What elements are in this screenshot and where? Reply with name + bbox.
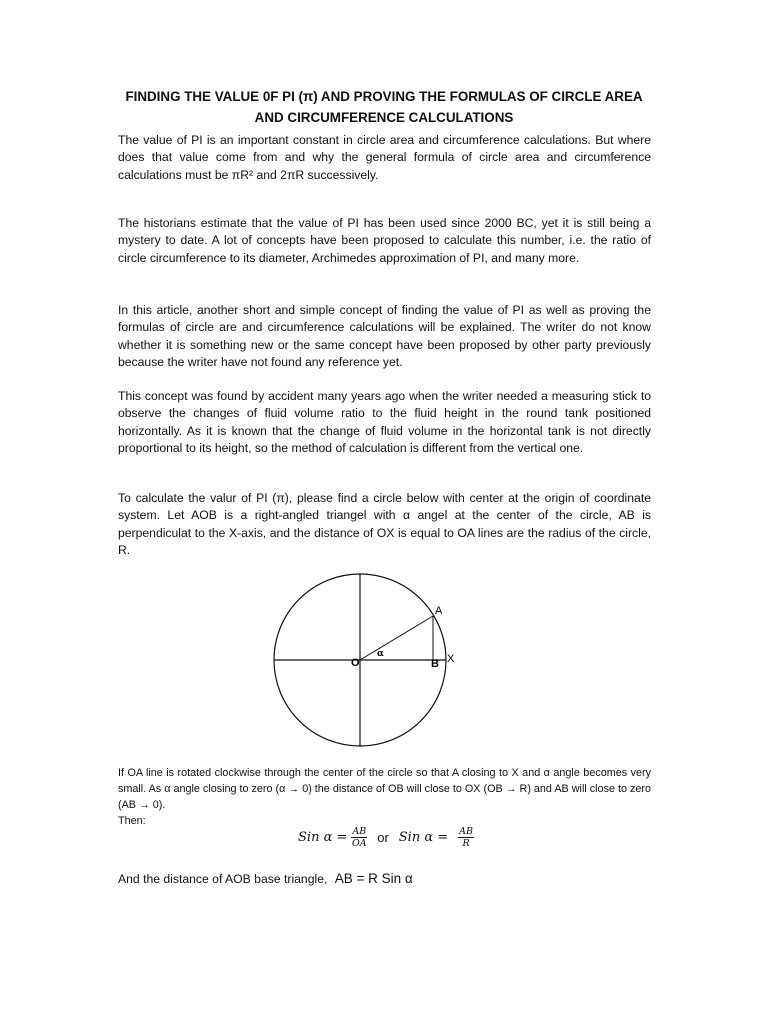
label-O: O [351,657,360,669]
last-line-label: And the distance of AOB base triangle, [118,872,328,886]
paragraph-1: The value of PI is an important constant in circle area and circumference calculations. But where does that value come from and why the general formula of circle area and circumference calculations must be πR² and 2πR successively. [118,133,651,182]
last-line-formula: AB = R Sin α [334,871,413,886]
paragraph-6 [118,765,651,829]
formula-fraction-2-denominator: R [462,838,470,849]
formula-lhs-2: Sin α = [398,830,449,845]
paragraph-3: In this article, another short and simple concept of finding the value of PI as well as proving the formulas of circle are and circumference calculations will be explained. The writer do not know whether it is something new or the same concept have been proposed by other party previously because the writer have not found any reference yet. [118,303,651,370]
paragraph-6-then: Then: [118,815,146,827]
title-line-2: AND CIRCUMFERENCE CALCULATIONS [254,110,514,125]
last-line [118,871,413,886]
label-A: A [435,605,443,617]
formula-fraction-1-numerator: AB [352,826,367,837]
formula-fraction-1-denominator: OA [351,838,367,849]
paragraph-5: To calculate the valur of PI (π), please find a circle below with center at the origin of coordinate system. Let AOB is a right-angled triangel with α angel at the center of the circle, AB is perpendiculat to the X-axis, and the distance of OX is equal to OA lines are the radius of the circle, R. [118,491,651,558]
formula-lhs-1: Sin α = [298,830,348,845]
line-OA [360,616,433,660]
paragraph-2: The historians estimate that the value of PI has been used since 2000 BC, yet it is still being a mystery to date. A lot of concepts have been proposed to calculate this number, i.e. the ratio of circle circumference to its diameter, Archimedes approximation of PI, and many more. [118,216,651,265]
sine-formula [298,826,474,849]
label-B: B [431,658,439,670]
formula-fraction-1 [351,826,367,849]
formula-fraction-2 [458,826,474,849]
label-alpha: α [377,649,384,659]
formula-fraction-2-numerator: AB [459,826,473,837]
label-X: X [447,653,455,665]
circle-diagram [270,570,470,770]
title-line-1: FINDING THE VALUE 0F PI (π) AND PROVING THE FORMULAS OF CIRCLE AREA [125,89,643,104]
paragraph-6-text: If OA line is rotated clockwise through the center of the circle so that A closing to X and α angle becomes very small. As α angle closing to zero (α → 0) the distance of OB will close to OX (OB → R) and AB will close to zero (AB → 0). [118,767,651,811]
document-title [100,86,668,128]
paragraph-4: This concept was found by accident many years ago when the writer needed a measuring stick to observe the changes of fluid volume ratio to the fluid height in the round tank positioned horizontally. As it is known that the change of fluid volume in the horizontal tank is not directly proportional to its height, so the method of calculation is different from the vertical one. [118,389,651,456]
circle-diagram-svg [270,570,470,770]
formula-or: or [377,830,389,845]
